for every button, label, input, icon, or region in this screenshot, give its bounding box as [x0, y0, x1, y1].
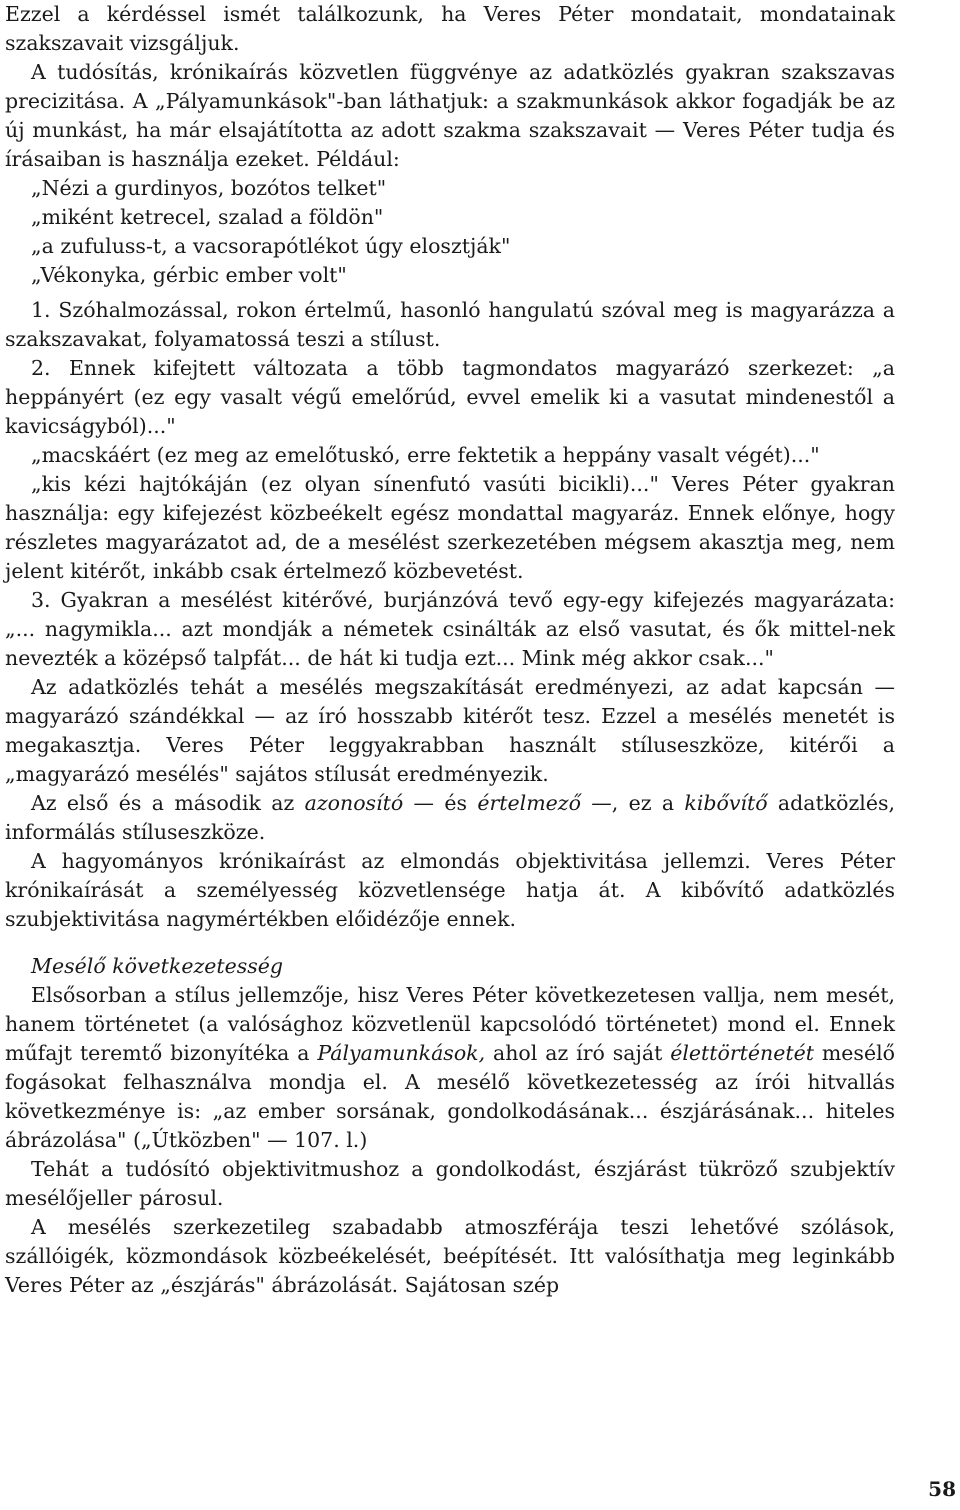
quote-line: „a zufuluss-t, a vacsorapótlékot úgy elosztják" — [31, 234, 511, 258]
paragraph: „macskáért (ez meg az emelőtuskó, erre fektetik a heppány vasalt végét)..." — [31, 443, 820, 467]
italic-term: Pályamunkások, — [317, 1041, 486, 1065]
text-run: —, ez a — [580, 791, 685, 815]
text-run: ahol az író saját — [485, 1041, 671, 1065]
page-number: 58 — [928, 1477, 956, 1501]
italic-term: értelmező — [477, 791, 581, 815]
paragraph: Tehát a tudósító objektivitmushoz a gondolkodást, észjárást tükröző szubjektív mesélőjellег párosul. — [5, 1157, 895, 1210]
paragraph: 2. Ennek kifejtett változata a több tagmondatos magyarázó szerkezet: „a heppányért (ez egy vasalt végű emelőrúd, evvel emelik ki a vasutat mindenestől a kavicságyból)..." — [5, 356, 895, 438]
text-run: mesélő fogásokat felhasználva mondja el. A mesélő következetesség az írói hitvallás következménye is: „az ember sorsának, gondolkodásának... észjárásának... hiteles ábrázolása" („Útközben" — 107. l.) — [5, 1041, 895, 1152]
paragraph — [5, 981, 895, 1155]
paragraph: A tudósítás, krónikaírás közvetlen függvénye az adatközlés gyakran szakszavas precizitása. A „Pályamunkások"-ban láthatjuk: a szakmunkások akkor fogadják be az új munkást, ha már elsajátította az adott szakma szakszavait — Veres Péter tudja és írásaiban is használja ezeket. Például: — [5, 60, 895, 171]
paragraph: „kis kézi hajtókáján (ez olyan sínenfutó vasúti bicikli)..." Veres Péter gyakran használja: egy kifejezést közbeékelt egész mondattal magyaráz. Ennek előnye, hogy részletes magyarázatot ad, de a mesélést szerkezetében mégsem akasztja meg, nem jelent kitérőt, inkább csak értelmező közbevetést. — [5, 472, 895, 583]
text-run: adatközlés, informálás stíluseszköze. — [5, 791, 895, 844]
paragraph: A hagyományos krónikaírást az elmondás objektivitása jellemzi. Veres Péter krónikaírását a személyesség közvetlensége hatja át. A kibővítő adatközlés szubjektivitása nagymértékben előidézője ennek. — [5, 849, 895, 931]
quote-line: „Nézi a gurdinyos, bozótos telket" — [31, 176, 387, 200]
paragraph: A mesélés szerkezetileg szabadabb atmoszférája teszi lehetővé szólások, szállóigék, közmondások közbeékelését, beépítését. Itt valósíthatja meg leginkább Veres Péter az „észjárás" ábrázolását. Sajátosan szép — [5, 1215, 895, 1297]
italic-term: azonosító — [304, 791, 404, 815]
paragraph: Az adatközlés tehát a mesélés megszakítását eredményezi, az adat kapcsán — magyarázó szándékkal — az író hosszabb kitérőt tesz. Ezzel a mesélés menetét is megakasztja. Veres Péter leggyakrabban használt stíluseszköze, kitérői a „magyarázó mesélés" sajátos stílusát eredményezik. — [5, 675, 895, 786]
paragraph — [5, 789, 895, 847]
paragraph: 3. Gyakran a mesélést kitérővé, burjánzóvá tevő egy-egy kifejezés magyarázata: „... nagymikla... azt mondják a németek csinálták az első vasutat, és ők mittel-nek nevezték a középső talpfát... de hát ki tudja ezt... Mink még akkor csak..." — [5, 588, 895, 670]
text-run: Az első és a második az — [31, 791, 305, 815]
text-run: Elsősorban a stílus jellemzője, hisz Veres Péter következetesen vallja, nem mesét, hanem történetet (a valósághoz közvetlenül kapcsolódó történetet) mond el. Ennek műfajt teremtő bizonyítéka a — [5, 983, 895, 1065]
page-body — [5, 0, 895, 1300]
paragraph: Ezzel a kérdéssel ismét találkozunk, ha Veres Péter mondatait, mondatainak szakszavait vizsgáljuk. — [5, 2, 895, 55]
section-title: Mesélő következetesség — [31, 954, 284, 978]
quote-line: „Vékonyka, gérbic ember volt" — [31, 263, 347, 287]
italic-term: kibővítő — [684, 791, 768, 815]
italic-term: élettörténetét — [670, 1041, 814, 1065]
text-run: — és — [403, 791, 478, 815]
paragraph: 1. Szóhalmozással, rokon értelmű, hasonló hangulatú szóval meg is magyarázza a szakszavakat, folyamatossá teszi a stílust. — [5, 298, 895, 351]
quote-line: „miként ketrecel, szalad a földön" — [31, 205, 384, 229]
